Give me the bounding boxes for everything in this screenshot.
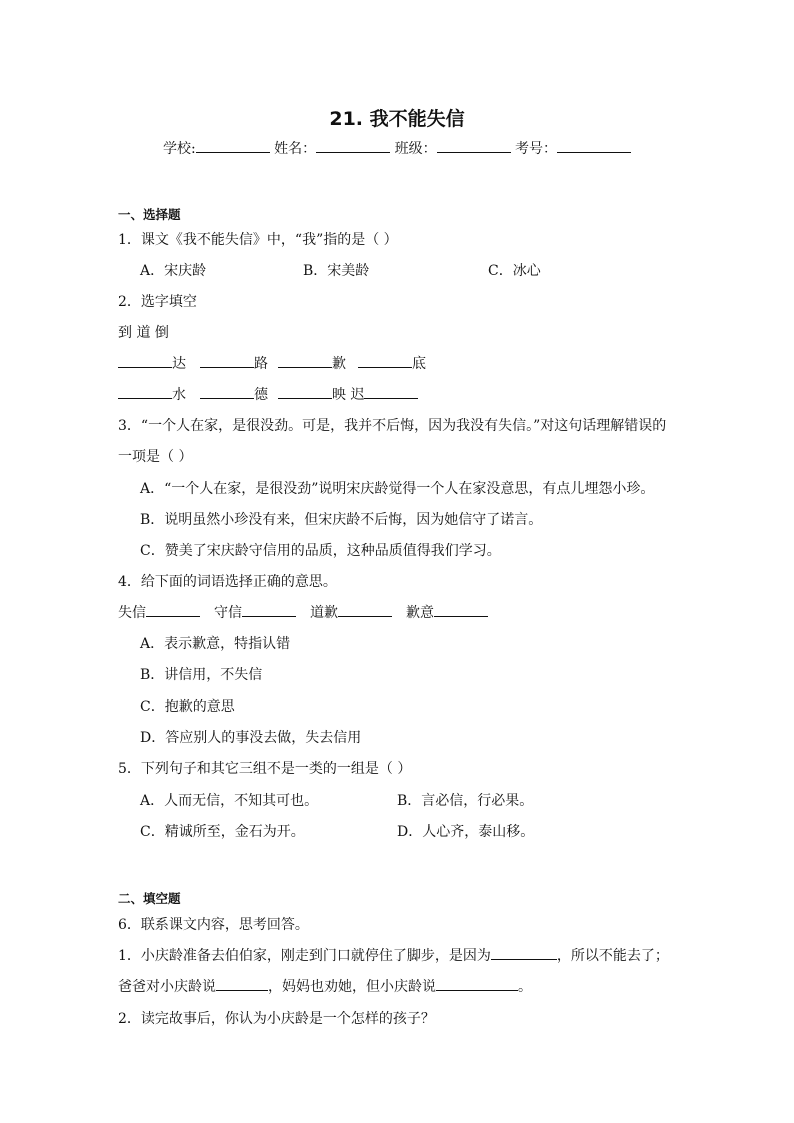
- fill-blank[interactable]: [146, 603, 200, 617]
- student-info-line: [0, 138, 794, 158]
- question-3-option-a[interactable]: A．“一个人在家，是很没劲”说明宋庆龄觉得一个人在家没意思，有点儿埋怨小珍。: [140, 481, 655, 497]
- fill-blank[interactable]: [278, 385, 332, 399]
- school-label: 学校:: [162, 141, 196, 157]
- fill-blank[interactable]: [358, 354, 412, 368]
- class-label: 班级：: [394, 141, 437, 157]
- word-label: 道歉: [310, 605, 338, 621]
- question-4-option-d: D．答应别人的事没去做，失去信用: [140, 730, 362, 746]
- text-segment: ，妈妈也劝她，但小庆龄说: [268, 979, 436, 995]
- fill-blank[interactable]: [118, 354, 172, 368]
- question-1-option-a[interactable]: A．宋庆龄: [140, 263, 207, 279]
- fill-blank[interactable]: [200, 385, 254, 399]
- fill-blank[interactable]: [278, 354, 332, 368]
- question-4-option-c: C．抱歉的意思: [140, 699, 235, 715]
- question-4-option-b: B．讲信用，不失信: [140, 667, 263, 683]
- fill-word: 底: [412, 356, 426, 372]
- fill-word: 映 迟: [332, 387, 365, 403]
- question-5-option-c[interactable]: C．精诚所至，金石为开。: [140, 824, 305, 840]
- question-6-part-1-line-2: [118, 976, 532, 996]
- question-5-option-b[interactable]: B．言必信，行必果。: [397, 793, 534, 809]
- text-segment: 。: [518, 979, 532, 995]
- question-1-option-b[interactable]: B．宋美龄: [303, 263, 370, 279]
- word-label: 失信: [118, 605, 146, 621]
- question-2-row-2: [118, 384, 418, 404]
- class-blank[interactable]: [437, 139, 511, 153]
- fill-blank[interactable]: [118, 385, 172, 399]
- question-2-stem: 2．选字填空: [118, 294, 197, 310]
- fill-word: 德: [254, 387, 268, 403]
- question-2-char-choices: 到 道 倒: [118, 325, 169, 341]
- fill-word: 达: [172, 356, 186, 372]
- question-3-option-c[interactable]: C．赞美了宋庆龄守信用的品质，这种品质值得我们学习。: [140, 543, 501, 559]
- fill-word: 路: [254, 356, 268, 372]
- question-3-stem-line-2: 一项是（ ）: [118, 449, 193, 465]
- fill-blank[interactable]: [436, 977, 518, 991]
- question-4-words-row: [118, 602, 488, 622]
- question-3-stem-line-1: 3．“一个人在家，是很没劲。可是，我并不后悔，因为我没有失信。”对这句话理解错误的: [118, 418, 667, 434]
- fill-blank[interactable]: [434, 603, 488, 617]
- question-1-stem: 1．课文《我不能失信》中，“我”指的是（ ）: [118, 232, 398, 248]
- section-heading-fill: 二、填空题: [118, 891, 181, 906]
- fill-blank[interactable]: [491, 946, 557, 960]
- fill-blank[interactable]: [216, 977, 268, 991]
- fill-word: 水: [172, 387, 186, 403]
- number-label: 考号：: [515, 141, 558, 157]
- number-blank[interactable]: [557, 139, 631, 153]
- question-4-option-a: A．表示歉意，特指认错: [140, 636, 291, 652]
- question-5-option-a[interactable]: A．人而无信，不知其可也。: [140, 793, 319, 809]
- fill-word: 歉: [332, 356, 346, 372]
- question-6-stem: 6．联系课文内容，思考回答。: [118, 917, 309, 933]
- question-5-option-d[interactable]: D．人心齐，泰山移。: [397, 824, 535, 840]
- word-label: 歉意: [406, 605, 434, 621]
- question-5-stem: 5．下列句子和其它三组不是一类的一组是（ ）: [118, 761, 412, 777]
- school-blank[interactable]: [196, 139, 270, 153]
- text-segment: ，所以不能去了；: [556, 948, 669, 964]
- page-title: 21. 我不能失信: [329, 108, 465, 130]
- fill-blank[interactable]: [242, 603, 296, 617]
- section-heading-choice: 一、选择题: [118, 207, 181, 222]
- question-1-option-c[interactable]: C．冰心: [488, 263, 541, 279]
- text-segment: 爸爸对小庆龄说: [118, 979, 216, 995]
- text-segment: 1．小庆龄准备去伯伯家，刚走到门口就停住了脚步，是因为: [118, 948, 491, 964]
- question-2-row-1: [118, 353, 426, 373]
- fill-blank[interactable]: [200, 354, 254, 368]
- fill-blank[interactable]: [364, 385, 418, 399]
- question-6-part-2: 2．读完故事后，你认为小庆龄是一个怎样的孩子？: [118, 1011, 435, 1027]
- question-3-option-b[interactable]: B．说明虽然小珍没有来，但宋庆龄不后悔，因为她信守了诺言。: [140, 512, 543, 528]
- word-label: 守信: [214, 605, 242, 621]
- question-4-stem: 4．给下面的词语选择正确的意思。: [118, 574, 337, 590]
- name-label: 姓名：: [274, 141, 317, 157]
- question-6-part-1-line-1: [118, 945, 669, 965]
- fill-blank[interactable]: [338, 603, 392, 617]
- name-blank[interactable]: [316, 139, 390, 153]
